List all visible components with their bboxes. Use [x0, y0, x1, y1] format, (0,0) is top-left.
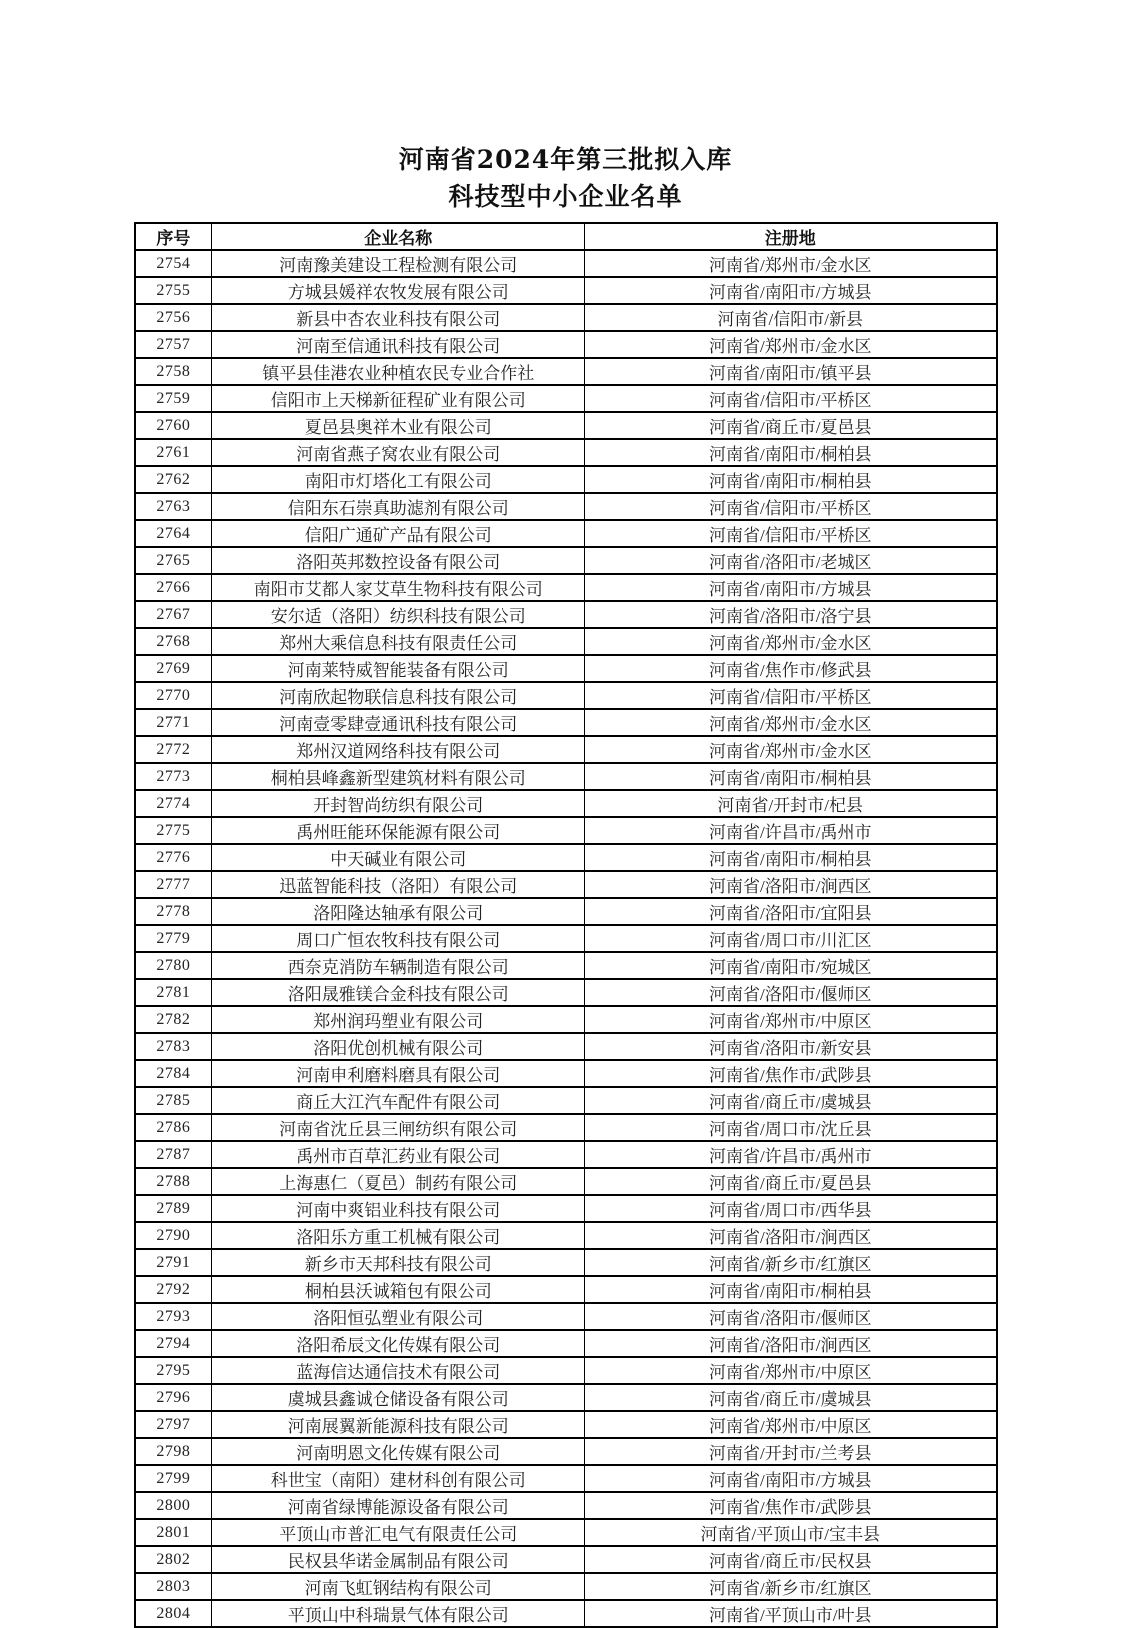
row-index-cell: 2793: [135, 1303, 212, 1330]
table-row: [135, 1438, 997, 1465]
row-index-cell: 2784: [135, 1060, 212, 1087]
registration-cell: 河南省/南阳市/桐柏县: [585, 844, 997, 871]
company-name-cell: 信阳市上天梯新征程矿业有限公司: [212, 385, 585, 412]
company-name-cell: 河南壹零肆壹通讯科技有限公司: [212, 709, 585, 736]
row-index-cell: 2762: [135, 466, 212, 493]
row-index-cell: 2803: [135, 1573, 212, 1600]
registration-cell: 河南省/郑州市/金水区: [585, 736, 997, 763]
row-index-cell: 2768: [135, 628, 212, 655]
table-row: [135, 736, 997, 763]
registration-cell: 河南省/郑州市/金水区: [585, 250, 997, 277]
table-row: [135, 1114, 997, 1141]
row-index-cell: 2769: [135, 655, 212, 682]
table-row: [135, 331, 997, 358]
registration-cell: 河南省/郑州市/中原区: [585, 1411, 997, 1438]
registration-cell: 河南省/商丘市/夏邑县: [585, 1168, 997, 1195]
registration-cell: 河南省/焦作市/武陟县: [585, 1492, 997, 1519]
registration-cell: 河南省/郑州市/中原区: [585, 1006, 997, 1033]
column-header-registration: 注册地: [585, 223, 997, 250]
table-row: [135, 1357, 997, 1384]
row-index-cell: 2792: [135, 1276, 212, 1303]
row-index-cell: 2791: [135, 1249, 212, 1276]
registration-cell: 河南省/郑州市/金水区: [585, 628, 997, 655]
table-row: [135, 250, 997, 277]
company-name-cell: 信阳东石崇真助滤剂有限公司: [212, 493, 585, 520]
table-row: [135, 1519, 997, 1546]
company-name-cell: 南阳市艾都人家艾草生物科技有限公司: [212, 574, 585, 601]
registration-cell: 河南省/新乡市/红旗区: [585, 1573, 997, 1600]
company-name-cell: 中天碱业有限公司: [212, 844, 585, 871]
registration-cell: 河南省/洛阳市/偃师区: [585, 1303, 997, 1330]
table-row: [135, 1060, 997, 1087]
registration-cell: 河南省/南阳市/桐柏县: [585, 466, 997, 493]
registration-cell: 河南省/南阳市/桐柏县: [585, 439, 997, 466]
registration-cell: 河南省/周口市/川汇区: [585, 925, 997, 952]
row-index-cell: 2756: [135, 304, 212, 331]
table-row: [135, 1303, 997, 1330]
table-row: [135, 628, 997, 655]
registration-cell: 河南省/洛阳市/老城区: [585, 547, 997, 574]
document-title: [0, 0, 1131, 215]
row-index-cell: 2771: [135, 709, 212, 736]
row-index-cell: 2776: [135, 844, 212, 871]
company-name-cell: 迅蓝智能科技（洛阳）有限公司: [212, 871, 585, 898]
row-index-cell: 2794: [135, 1330, 212, 1357]
table-row: [135, 520, 997, 547]
company-name-cell: 洛阳隆达轴承有限公司: [212, 898, 585, 925]
row-index-cell: 2761: [135, 439, 212, 466]
registration-cell: 河南省/开封市/兰考县: [585, 1438, 997, 1465]
company-name-cell: 河南省绿博能源设备有限公司: [212, 1492, 585, 1519]
company-name-cell: 开封智尚纺织有限公司: [212, 790, 585, 817]
row-index-cell: 2797: [135, 1411, 212, 1438]
company-name-cell: 桐柏县沃诚箱包有限公司: [212, 1276, 585, 1303]
table-row: [135, 844, 997, 871]
row-index-cell: 2798: [135, 1438, 212, 1465]
row-index-cell: 2799: [135, 1465, 212, 1492]
table-row: [135, 952, 997, 979]
registration-cell: 河南省/洛阳市/宜阳县: [585, 898, 997, 925]
registration-cell: 河南省/焦作市/修武县: [585, 655, 997, 682]
registration-cell: 河南省/商丘市/虞城县: [585, 1384, 997, 1411]
row-index-cell: 2789: [135, 1195, 212, 1222]
row-index-cell: 2772: [135, 736, 212, 763]
column-header-index: 序号: [135, 223, 212, 250]
row-index-cell: 2757: [135, 331, 212, 358]
row-index-cell: 2777: [135, 871, 212, 898]
registration-cell: 河南省/郑州市/中原区: [585, 1357, 997, 1384]
row-index-cell: 2775: [135, 817, 212, 844]
registration-cell: 河南省/郑州市/金水区: [585, 709, 997, 736]
table-row: [135, 439, 997, 466]
row-index-cell: 2780: [135, 952, 212, 979]
company-name-cell: 洛阳希辰文化传媒有限公司: [212, 1330, 585, 1357]
row-index-cell: 2785: [135, 1087, 212, 1114]
document-title-line2: 科技型中小企业名单: [448, 182, 683, 211]
registration-cell: 河南省/平顶山市/叶县: [585, 1600, 997, 1627]
table-row: [135, 790, 997, 817]
table-row: [135, 1600, 997, 1627]
company-name-cell: 河南省燕子窝农业有限公司: [212, 439, 585, 466]
row-index-cell: 2790: [135, 1222, 212, 1249]
row-index-cell: 2796: [135, 1384, 212, 1411]
company-name-cell: 河南欣起物联信息科技有限公司: [212, 682, 585, 709]
registration-cell: 河南省/信阳市/平桥区: [585, 493, 997, 520]
company-name-cell: 安尔适（洛阳）纺织科技有限公司: [212, 601, 585, 628]
table-row: [135, 1033, 997, 1060]
company-name-cell: 西奈克消防车辆制造有限公司: [212, 952, 585, 979]
company-name-cell: 新乡市天邦科技有限公司: [212, 1249, 585, 1276]
company-name-cell: 洛阳晟雅镁合金科技有限公司: [212, 979, 585, 1006]
row-index-cell: 2779: [135, 925, 212, 952]
row-index-cell: 2801: [135, 1519, 212, 1546]
row-index-cell: 2774: [135, 790, 212, 817]
table-row: [135, 763, 997, 790]
company-name-cell: 禹州市百草汇药业有限公司: [212, 1141, 585, 1168]
table-row: [135, 1384, 997, 1411]
row-index-cell: 2800: [135, 1492, 212, 1519]
table-row: [135, 682, 997, 709]
company-name-cell: 河南省沈丘县三闸纺织有限公司: [212, 1114, 585, 1141]
company-name-cell: 平顶山市普汇电气有限责任公司: [212, 1519, 585, 1546]
company-name-cell: 夏邑县奥祥木业有限公司: [212, 412, 585, 439]
row-index-cell: 2804: [135, 1600, 212, 1627]
registration-cell: 河南省/商丘市/夏邑县: [585, 412, 997, 439]
company-name-cell: 镇平县佳港农业种植农民专业合作社: [212, 358, 585, 385]
company-name-cell: 虞城县鑫诚仓储设备有限公司: [212, 1384, 585, 1411]
table-body: [135, 250, 997, 1627]
company-name-cell: 河南中爽铝业科技有限公司: [212, 1195, 585, 1222]
table-row: [135, 547, 997, 574]
registration-cell: 河南省/商丘市/虞城县: [585, 1087, 997, 1114]
table-row: [135, 817, 997, 844]
company-name-cell: 新县中杏农业科技有限公司: [212, 304, 585, 331]
table-row: [135, 574, 997, 601]
table-row: [135, 277, 997, 304]
table-row: [135, 601, 997, 628]
registration-cell: 河南省/南阳市/桐柏县: [585, 763, 997, 790]
table-row: [135, 412, 997, 439]
company-name-cell: 桐柏县峰鑫新型建筑材料有限公司: [212, 763, 585, 790]
registration-cell: 河南省/洛阳市/涧西区: [585, 1222, 997, 1249]
registration-cell: 河南省/南阳市/镇平县: [585, 358, 997, 385]
registration-cell: 河南省/信阳市/平桥区: [585, 682, 997, 709]
company-name-cell: 河南豫美建设工程检测有限公司: [212, 250, 585, 277]
company-name-cell: 河南至信通讯科技有限公司: [212, 331, 585, 358]
row-index-cell: 2758: [135, 358, 212, 385]
registration-cell: 河南省/新乡市/红旗区: [585, 1249, 997, 1276]
registration-cell: 河南省/洛阳市/涧西区: [585, 871, 997, 898]
company-name-cell: 禹州旺能环保能源有限公司: [212, 817, 585, 844]
company-name-cell: 郑州润玛塑业有限公司: [212, 1006, 585, 1033]
row-index-cell: 2788: [135, 1168, 212, 1195]
table-row: [135, 1249, 997, 1276]
company-name-cell: 河南飞虹钢结构有限公司: [212, 1573, 585, 1600]
registration-cell: 河南省/洛阳市/新安县: [585, 1033, 997, 1060]
registration-cell: 河南省/许昌市/禹州市: [585, 817, 997, 844]
registration-cell: 河南省/信阳市/新县: [585, 304, 997, 331]
table-row: [135, 1195, 997, 1222]
registration-cell: 河南省/商丘市/民权县: [585, 1546, 997, 1573]
table-row: [135, 925, 997, 952]
table-row: [135, 1006, 997, 1033]
table-row: [135, 1573, 997, 1600]
row-index-cell: 2787: [135, 1141, 212, 1168]
row-index-cell: 2754: [135, 250, 212, 277]
company-name-cell: 民权县华诺金属制品有限公司: [212, 1546, 585, 1573]
registration-cell: 河南省/洛阳市/偃师区: [585, 979, 997, 1006]
table-row: [135, 1411, 997, 1438]
row-index-cell: 2782: [135, 1006, 212, 1033]
table-row: [135, 304, 997, 331]
table-row: [135, 655, 997, 682]
document-title-line1: 河南省2024年第三批拟入库: [398, 145, 733, 174]
table-row: [135, 1465, 997, 1492]
company-name-cell: 洛阳英邦数控设备有限公司: [212, 547, 585, 574]
table-row: [135, 466, 997, 493]
table-header-row: [135, 223, 997, 250]
company-name-cell: 方城县媛祥农牧发展有限公司: [212, 277, 585, 304]
table-row: [135, 1330, 997, 1357]
table-row: [135, 898, 997, 925]
table-row: [135, 493, 997, 520]
row-index-cell: 2773: [135, 763, 212, 790]
table-row: [135, 1141, 997, 1168]
company-name-cell: 周口广恒农牧科技有限公司: [212, 925, 585, 952]
company-name-cell: 河南展翼新能源科技有限公司: [212, 1411, 585, 1438]
row-index-cell: 2781: [135, 979, 212, 1006]
row-index-cell: 2786: [135, 1114, 212, 1141]
row-index-cell: 2759: [135, 385, 212, 412]
company-name-cell: 洛阳恒弘塑业有限公司: [212, 1303, 585, 1330]
registration-cell: 河南省/开封市/杞县: [585, 790, 997, 817]
column-header-company-name: 企业名称: [212, 223, 585, 250]
row-index-cell: 2802: [135, 1546, 212, 1573]
company-name-cell: 平顶山中科瑞景气体有限公司: [212, 1600, 585, 1627]
registration-cell: 河南省/焦作市/武陟县: [585, 1060, 997, 1087]
registration-cell: 河南省/南阳市/宛城区: [585, 952, 997, 979]
table-row: [135, 1492, 997, 1519]
company-name-cell: 洛阳优创机械有限公司: [212, 1033, 585, 1060]
row-index-cell: 2760: [135, 412, 212, 439]
table-row: [135, 1276, 997, 1303]
row-index-cell: 2770: [135, 682, 212, 709]
company-name-cell: 河南明恩文化传媒有限公司: [212, 1438, 585, 1465]
table-row: [135, 979, 997, 1006]
company-name-cell: 郑州大乘信息科技有限责任公司: [212, 628, 585, 655]
row-index-cell: 2778: [135, 898, 212, 925]
table-row: [135, 358, 997, 385]
registration-cell: 河南省/南阳市/方城县: [585, 277, 997, 304]
row-index-cell: 2755: [135, 277, 212, 304]
registration-cell: 河南省/洛阳市/洛宁县: [585, 601, 997, 628]
table-row: [135, 871, 997, 898]
registration-cell: 河南省/信阳市/平桥区: [585, 385, 997, 412]
table-row: [135, 1546, 997, 1573]
row-index-cell: 2795: [135, 1357, 212, 1384]
company-name-cell: 信阳广通矿产品有限公司: [212, 520, 585, 547]
table-row: [135, 1168, 997, 1195]
row-index-cell: 2766: [135, 574, 212, 601]
table-row: [135, 1222, 997, 1249]
company-table: [134, 222, 998, 1628]
row-index-cell: 2783: [135, 1033, 212, 1060]
registration-cell: 河南省/许昌市/禹州市: [585, 1141, 997, 1168]
company-name-cell: 蓝海信达通信技术有限公司: [212, 1357, 585, 1384]
registration-cell: 河南省/周口市/沈丘县: [585, 1114, 997, 1141]
table-row: [135, 709, 997, 736]
company-name-cell: 南阳市灯塔化工有限公司: [212, 466, 585, 493]
row-index-cell: 2764: [135, 520, 212, 547]
row-index-cell: 2765: [135, 547, 212, 574]
registration-cell: 河南省/周口市/西华县: [585, 1195, 997, 1222]
registration-cell: 河南省/南阳市/方城县: [585, 1465, 997, 1492]
registration-cell: 河南省/南阳市/方城县: [585, 574, 997, 601]
registration-cell: 河南省/平顶山市/宝丰县: [585, 1519, 997, 1546]
row-index-cell: 2767: [135, 601, 212, 628]
company-name-cell: 郑州汉道网络科技有限公司: [212, 736, 585, 763]
company-name-cell: 河南莱特威智能装备有限公司: [212, 655, 585, 682]
registration-cell: 河南省/信阳市/平桥区: [585, 520, 997, 547]
company-name-cell: 河南申利磨料磨具有限公司: [212, 1060, 585, 1087]
registration-cell: 河南省/南阳市/桐柏县: [585, 1276, 997, 1303]
registration-cell: 河南省/郑州市/金水区: [585, 331, 997, 358]
company-name-cell: 商丘大江汽车配件有限公司: [212, 1087, 585, 1114]
company-name-cell: 上海惠仁（夏邑）制药有限公司: [212, 1168, 585, 1195]
row-index-cell: 2763: [135, 493, 212, 520]
company-name-cell: 洛阳乐方重工机械有限公司: [212, 1222, 585, 1249]
registration-cell: 河南省/洛阳市/涧西区: [585, 1330, 997, 1357]
table-row: [135, 1087, 997, 1114]
table-row: [135, 385, 997, 412]
company-name-cell: 科世宝（南阳）建材科创有限公司: [212, 1465, 585, 1492]
